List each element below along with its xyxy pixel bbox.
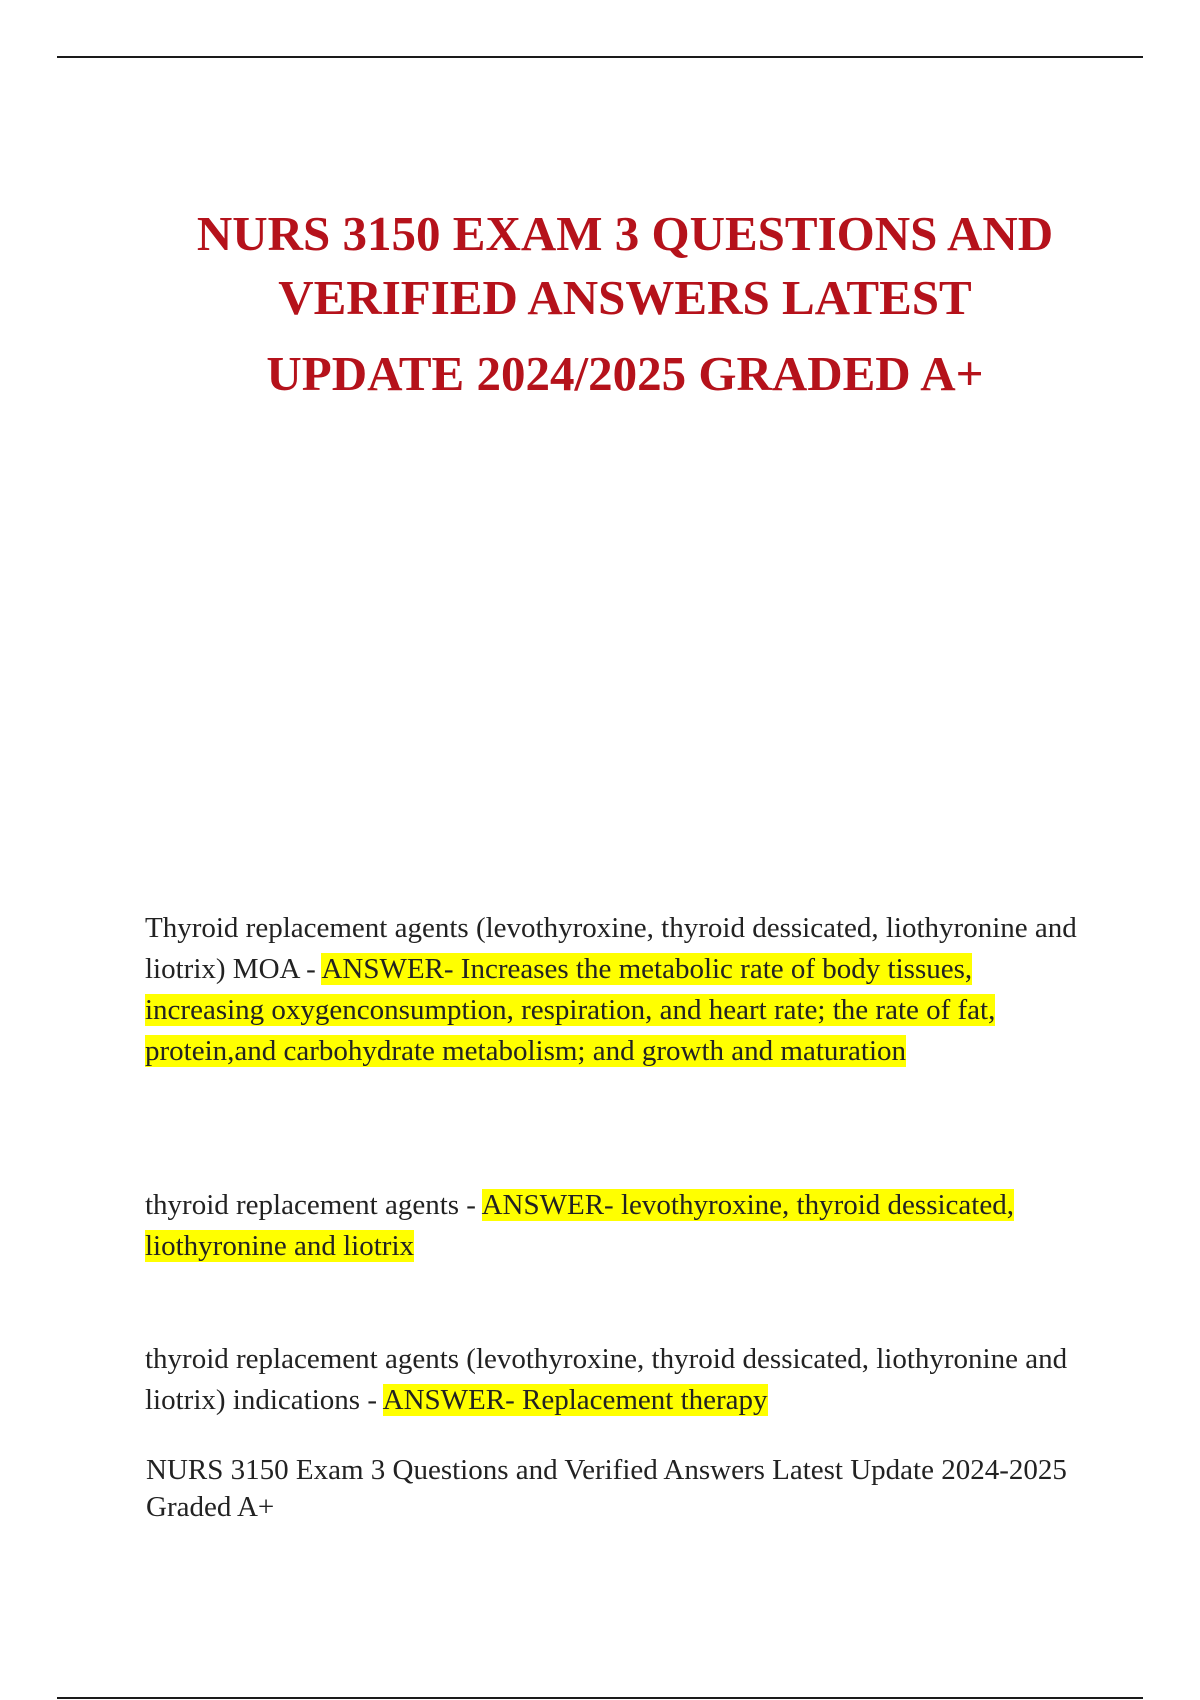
document-title-line-3: UPDATE 2024/2025 GRADED A+ [266,346,984,401]
document-title-line-1: NURS 3150 EXAM 3 QUESTIONS AND [196,206,1054,261]
question-text: thyroid replacement agents (levothyroxine, thyroid dessicated, liothyronine and liotrix) indications [145,1343,1068,1416]
answer-highlight: ANSWER- Replacement therapy [382,1384,768,1416]
qa-item-thyroid-moa [145,908,1085,1072]
separator: - [298,953,322,985]
question-text: Thyroid replacement agents (levothyroxine, thyroid dessicated, liothyronine and liotrix) MOA [145,912,1077,985]
qa-item-thyroid-indications [145,1339,1085,1421]
qa-item-thyroid-agents [145,1185,1085,1267]
separator: - [360,1384,383,1416]
answer-highlight: ANSWER- Increases the metabolic rate of body tissues, increasing oxygenconsumption, respiration, and heart rate; the rate of fat, protein,and carbohydrate metabolism; and growth and maturation [145,953,996,1067]
bottom-rule [57,1697,1143,1699]
question-text: thyroid replacement agents [145,1189,460,1221]
document-footer-text: NURS 3150 Exam 3 Questions and Verified Answers Latest Update 2024-2025 Graded A+ [146,1454,1067,1523]
top-rule [57,56,1143,58]
separator: - [459,1189,482,1221]
answer-highlight: ANSWER- levothyroxine, thyroid dessicated, liothyronine and liotrix [145,1189,1014,1262]
document-title-line-2: VERIFIED ANSWERS LATEST [278,270,972,325]
